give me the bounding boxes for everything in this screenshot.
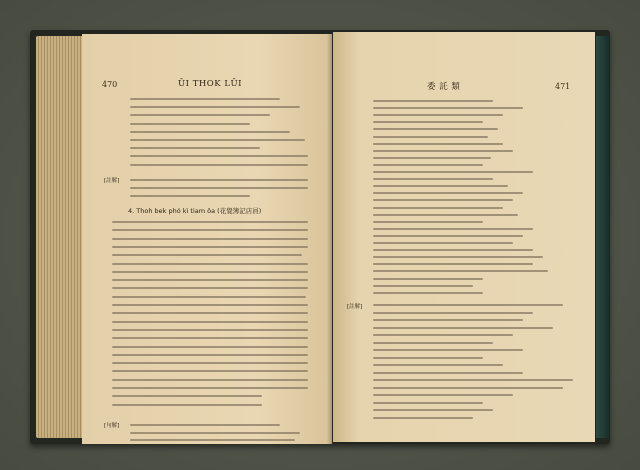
text-line — [112, 312, 308, 314]
text-line — [130, 179, 308, 181]
text-line — [373, 128, 498, 130]
text-line — [373, 319, 523, 321]
text-line — [130, 155, 308, 157]
text-line — [373, 121, 483, 123]
text-line — [373, 292, 483, 294]
text-line — [112, 304, 308, 306]
text-line — [112, 404, 262, 406]
text-line — [373, 228, 533, 230]
text-line — [130, 187, 308, 189]
left-running-head: ŪI THOK LŪI — [178, 79, 242, 89]
bottom-note-label: [句解] — [104, 423, 120, 429]
text-line — [130, 439, 295, 441]
text-line — [130, 98, 280, 100]
text-line — [373, 312, 533, 314]
text-line — [112, 263, 308, 265]
text-line — [373, 349, 523, 351]
text-line — [112, 354, 308, 356]
right-running-head: 委 託 類 — [427, 82, 461, 92]
text-line — [373, 364, 503, 366]
text-line — [373, 357, 483, 359]
text-line — [112, 246, 308, 248]
text-line — [112, 221, 308, 223]
text-line — [373, 199, 513, 201]
text-line — [373, 256, 543, 258]
text-line — [373, 157, 491, 159]
text-line — [373, 402, 483, 404]
text-line — [373, 100, 493, 102]
text-line — [373, 342, 493, 344]
text-line — [373, 207, 503, 209]
text-line — [373, 143, 503, 145]
text-line — [373, 214, 518, 216]
text-line — [373, 136, 488, 138]
text-line — [112, 337, 308, 339]
text-line — [373, 263, 533, 265]
left-note-label: [註解] — [104, 178, 120, 184]
text-line — [130, 114, 270, 116]
text-line — [112, 279, 308, 281]
text-line — [373, 221, 483, 223]
left-page-number: 470 — [102, 80, 118, 89]
text-line — [373, 242, 513, 244]
cover-edge — [596, 36, 610, 438]
text-line — [373, 409, 493, 411]
text-line — [112, 238, 308, 240]
text-line — [373, 107, 523, 109]
text-line — [112, 296, 306, 298]
text-line — [373, 394, 513, 396]
text-line — [112, 287, 308, 289]
text-line — [373, 417, 473, 419]
right-page-number: 471 — [555, 82, 571, 91]
text-line — [112, 362, 308, 364]
text-line — [373, 164, 483, 166]
text-line — [130, 195, 250, 197]
text-line — [130, 139, 305, 141]
text-line — [373, 334, 513, 336]
text-line — [373, 387, 563, 389]
text-line — [373, 171, 533, 173]
text-line — [112, 379, 308, 381]
text-line — [130, 424, 280, 426]
text-line — [112, 321, 308, 323]
text-line — [112, 387, 308, 389]
text-line — [112, 329, 308, 331]
text-line — [130, 432, 300, 434]
text-line — [130, 123, 250, 125]
text-line — [130, 106, 300, 108]
text-line — [373, 185, 508, 187]
text-line — [112, 254, 302, 256]
text-line — [373, 249, 533, 251]
right-page — [333, 32, 595, 442]
text-line — [373, 327, 553, 329]
text-line — [373, 285, 473, 287]
text-line — [373, 235, 523, 237]
text-line — [373, 178, 493, 180]
text-line — [373, 270, 548, 272]
open-book — [30, 26, 610, 446]
text-line — [130, 147, 260, 149]
text-line — [373, 192, 523, 194]
right-note-label: [註解] — [347, 304, 363, 310]
text-line — [373, 372, 523, 374]
page-stack — [36, 36, 86, 438]
text-line — [130, 164, 308, 166]
section-title: 4. Thoh bek phó kì tiam ôa (花覺簿記店員) — [128, 207, 262, 215]
text-line — [112, 229, 308, 231]
text-line — [112, 395, 262, 397]
text-line — [112, 346, 308, 348]
left-page — [82, 34, 332, 444]
text-line — [373, 304, 563, 306]
text-line — [373, 278, 483, 280]
text-line — [130, 131, 290, 133]
text-line — [373, 114, 503, 116]
text-line — [373, 379, 573, 381]
text-line — [112, 370, 308, 372]
text-line — [112, 271, 308, 273]
text-line — [373, 150, 513, 152]
